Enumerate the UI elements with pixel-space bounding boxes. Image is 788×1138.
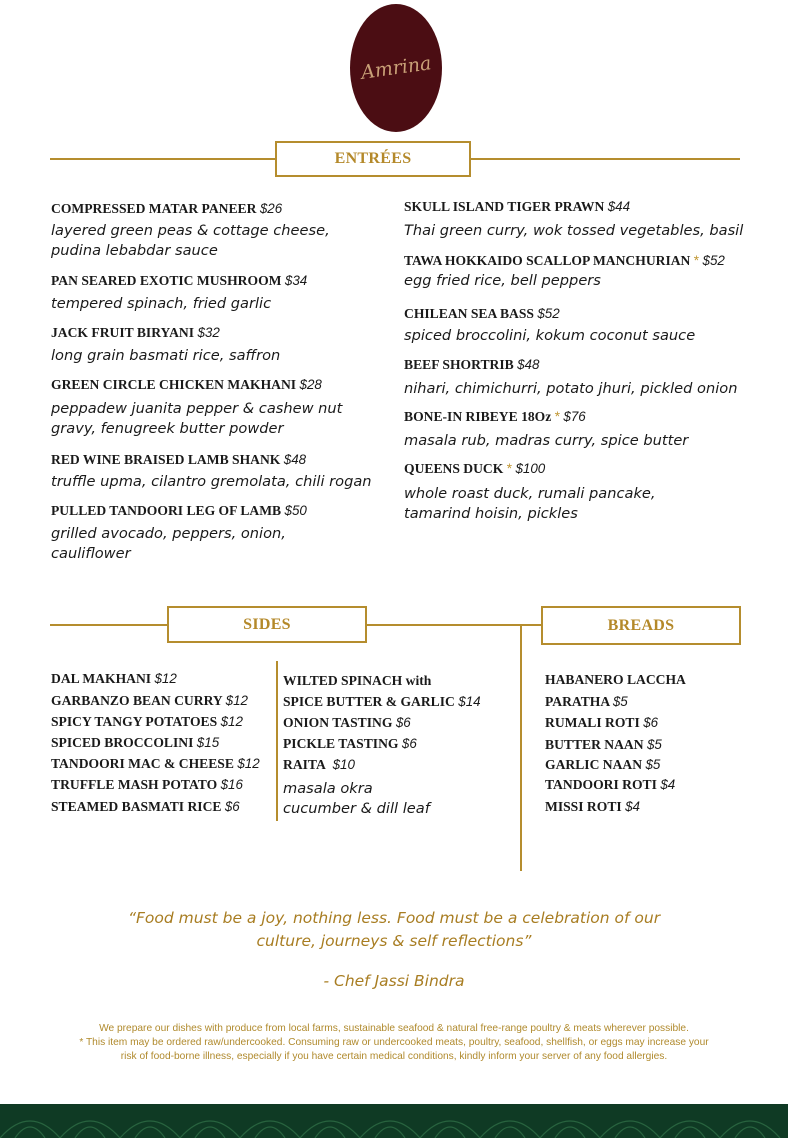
side-item: WILTED SPINACH with <box>283 673 432 688</box>
entree-item-name: QUEENS DUCK * $100 <box>404 461 546 476</box>
entree-item-price: $52 <box>702 253 725 268</box>
bread-item: PARATHA $5 <box>545 694 628 709</box>
chef-quote: “Food must be a joy, nothing less. Food must be a celebration of our culture, journeys & self reflections” <box>127 909 661 950</box>
entree-item-desc: spiced broccolini, kokum coconut sauce <box>404 327 696 344</box>
entree-item-name: PAN SEARED EXOTIC MUSHROOM $34 <box>51 273 308 288</box>
side-item: ONION TASTING $6 <box>283 715 411 730</box>
side-item-price: $16 <box>220 777 243 792</box>
side-item: GARBANZO BEAN CURRY $12 <box>51 693 248 708</box>
side-item-price: $6 <box>395 715 411 730</box>
entree-item-name: SKULL ISLAND TIGER PRAWN $44 <box>404 199 631 214</box>
side-item: SPICE BUTTER & GARLIC $14 <box>283 694 481 709</box>
entree-item-desc: nihari, chimichurri, potato jhuri, pickled onion <box>404 380 738 397</box>
breads-heading: BREADS <box>607 616 675 634</box>
raw-item-asterisk: * <box>693 253 700 268</box>
entree-item-price: $44 <box>607 199 631 214</box>
entree-item-price: $48 <box>283 452 307 467</box>
side-item-price: $15 <box>196 735 220 750</box>
entree-item-price: $34 <box>284 273 308 288</box>
entree-item-desc: grilled avocado, peppers, onion, cauliflower <box>51 525 286 562</box>
entree-item-name: GREEN CIRCLE CHICKEN MAKHANI $28 <box>51 377 322 392</box>
entree-item-desc: layered green peas & cottage cheese, pudina lebabdar sauce <box>51 222 330 259</box>
logo-text: Amrina <box>359 52 433 84</box>
entree-item-desc: tempered spinach, fried garlic <box>51 295 272 312</box>
sides-heading: SIDES <box>243 615 291 633</box>
entree-item-name: RED WINE BRAISED LAMB SHANK $48 <box>51 452 307 467</box>
side-item: TRUFFLE MASH POTATO $16 <box>51 777 243 792</box>
side-item-price: $14 <box>458 694 481 709</box>
side-item-price: $6 <box>224 799 240 814</box>
bread-item-price: $5 <box>646 737 662 752</box>
sides-vertical-divider <box>276 661 278 821</box>
side-item: DAL MAKHANI $12 <box>51 671 177 686</box>
side-item: PICKLE TASTING $6 <box>283 736 417 751</box>
entree-item-price: $52 <box>537 306 560 321</box>
entree-item-price: $76 <box>563 409 586 424</box>
bread-item: MISSI ROTI $4 <box>545 799 640 814</box>
disclaimer: We prepare our dishes with produce from local farms, sustainable seafood & natural free-range poultry & meats wherever possible. * This item may be ordered raw/undercooked. Consuming raw or undercooked meats, poultry, seafood, shellfish, or eggs may increase your risk of food-borne illness, especially if you have certain medical conditions, kindly inform your server of any food allergies. <box>79 1023 709 1062</box>
entree-item-desc: Thai green curry, wok tossed vegetables, basil <box>404 222 744 239</box>
entree-item-price: $32 <box>197 325 220 340</box>
breads-heading-box <box>541 606 741 645</box>
raita-desc: masala okra cucumber & dill leaf <box>283 780 430 817</box>
bread-item: RUMALI ROTI $6 <box>545 715 659 730</box>
entree-item-price: $48 <box>517 357 540 372</box>
raw-item-asterisk: * <box>554 409 560 424</box>
entree-item-price: $26 <box>259 201 283 216</box>
side-item-price: $12 <box>220 714 243 729</box>
entree-item-desc: truffle upma, cilantro gremolata, chili rogan <box>51 473 372 490</box>
entree-item-name: COMPRESSED MATAR PANEER $26 <box>51 201 283 216</box>
entree-item-desc: whole roast duck, rumali pancake, tamarind hoisin, pickles <box>404 485 656 522</box>
entree-item-name: TAWA HOKKAIDO SCALLOP MANCHURIAN * $52 <box>404 253 725 268</box>
entree-item-price: $100 <box>515 461 546 476</box>
bread-item: BUTTER NAAN $5 <box>545 737 662 752</box>
entree-item-desc: masala rub, madras curry, spice butter <box>404 432 689 449</box>
side-item: SPICY TANGY POTATOES $12 <box>51 714 243 729</box>
restaurant-logo <box>350 4 442 132</box>
sides-heading-box <box>167 606 367 643</box>
bread-item-price: $4 <box>625 799 640 814</box>
entree-item-price: $28 <box>299 377 322 392</box>
entree-item-desc: egg fried rice, bell peppers <box>404 272 601 289</box>
footer-leaf-pattern <box>0 1104 788 1138</box>
breads-vertical-divider <box>520 624 522 871</box>
side-item: STEAMED BASMATI RICE $6 <box>51 799 240 814</box>
side-item-price: $12 <box>154 671 177 686</box>
bread-item-price: $5 <box>612 694 628 709</box>
entree-item-desc: peppadew juanita pepper & cashew nut gravy, fenugreek butter powder <box>51 400 343 437</box>
entree-item-name: BONE-IN RIBEYE 18Oz * $76 <box>404 409 586 424</box>
side-item-price: $12 <box>225 693 248 708</box>
leaf-pattern-icon <box>0 1104 788 1138</box>
entrees-heading-box <box>275 141 471 177</box>
entree-item-price: $50 <box>284 503 307 518</box>
side-item-price: $6 <box>401 736 417 751</box>
entree-item-desc: long grain basmati rice, saffron <box>51 347 281 364</box>
side-item: SPICED BROCCOLINI $15 <box>51 735 220 750</box>
bread-item-price: $4 <box>660 777 676 792</box>
entrees-heading: ENTRÉES <box>334 150 412 167</box>
entree-item-name: PULLED TANDOORI LEG OF LAMB $50 <box>51 503 307 518</box>
raw-item-asterisk: * <box>506 461 513 476</box>
entree-item-name: CHILEAN SEA BASS $52 <box>404 306 560 321</box>
bread-item-price: $5 <box>645 757 661 772</box>
side-item: TANDOORI MAC & CHEESE $12 <box>51 756 260 771</box>
entree-item-name: BEEF SHORTRIB $48 <box>404 357 540 372</box>
chef-attribution: - Chef Jassi Bindra <box>323 972 465 990</box>
side-item: RAITA $10 <box>283 757 355 772</box>
bread-item: HABANERO LACCHA <box>545 672 686 687</box>
bread-item: GARLIC NAAN $5 <box>545 757 661 772</box>
side-item-price: $10 <box>332 757 355 772</box>
side-item-price: $12 <box>237 756 260 771</box>
bread-item-price: $6 <box>643 715 659 730</box>
bread-item: TANDOORI ROTI $4 <box>545 777 676 792</box>
entree-item-name: JACK FRUIT BIRYANI $32 <box>51 325 220 340</box>
